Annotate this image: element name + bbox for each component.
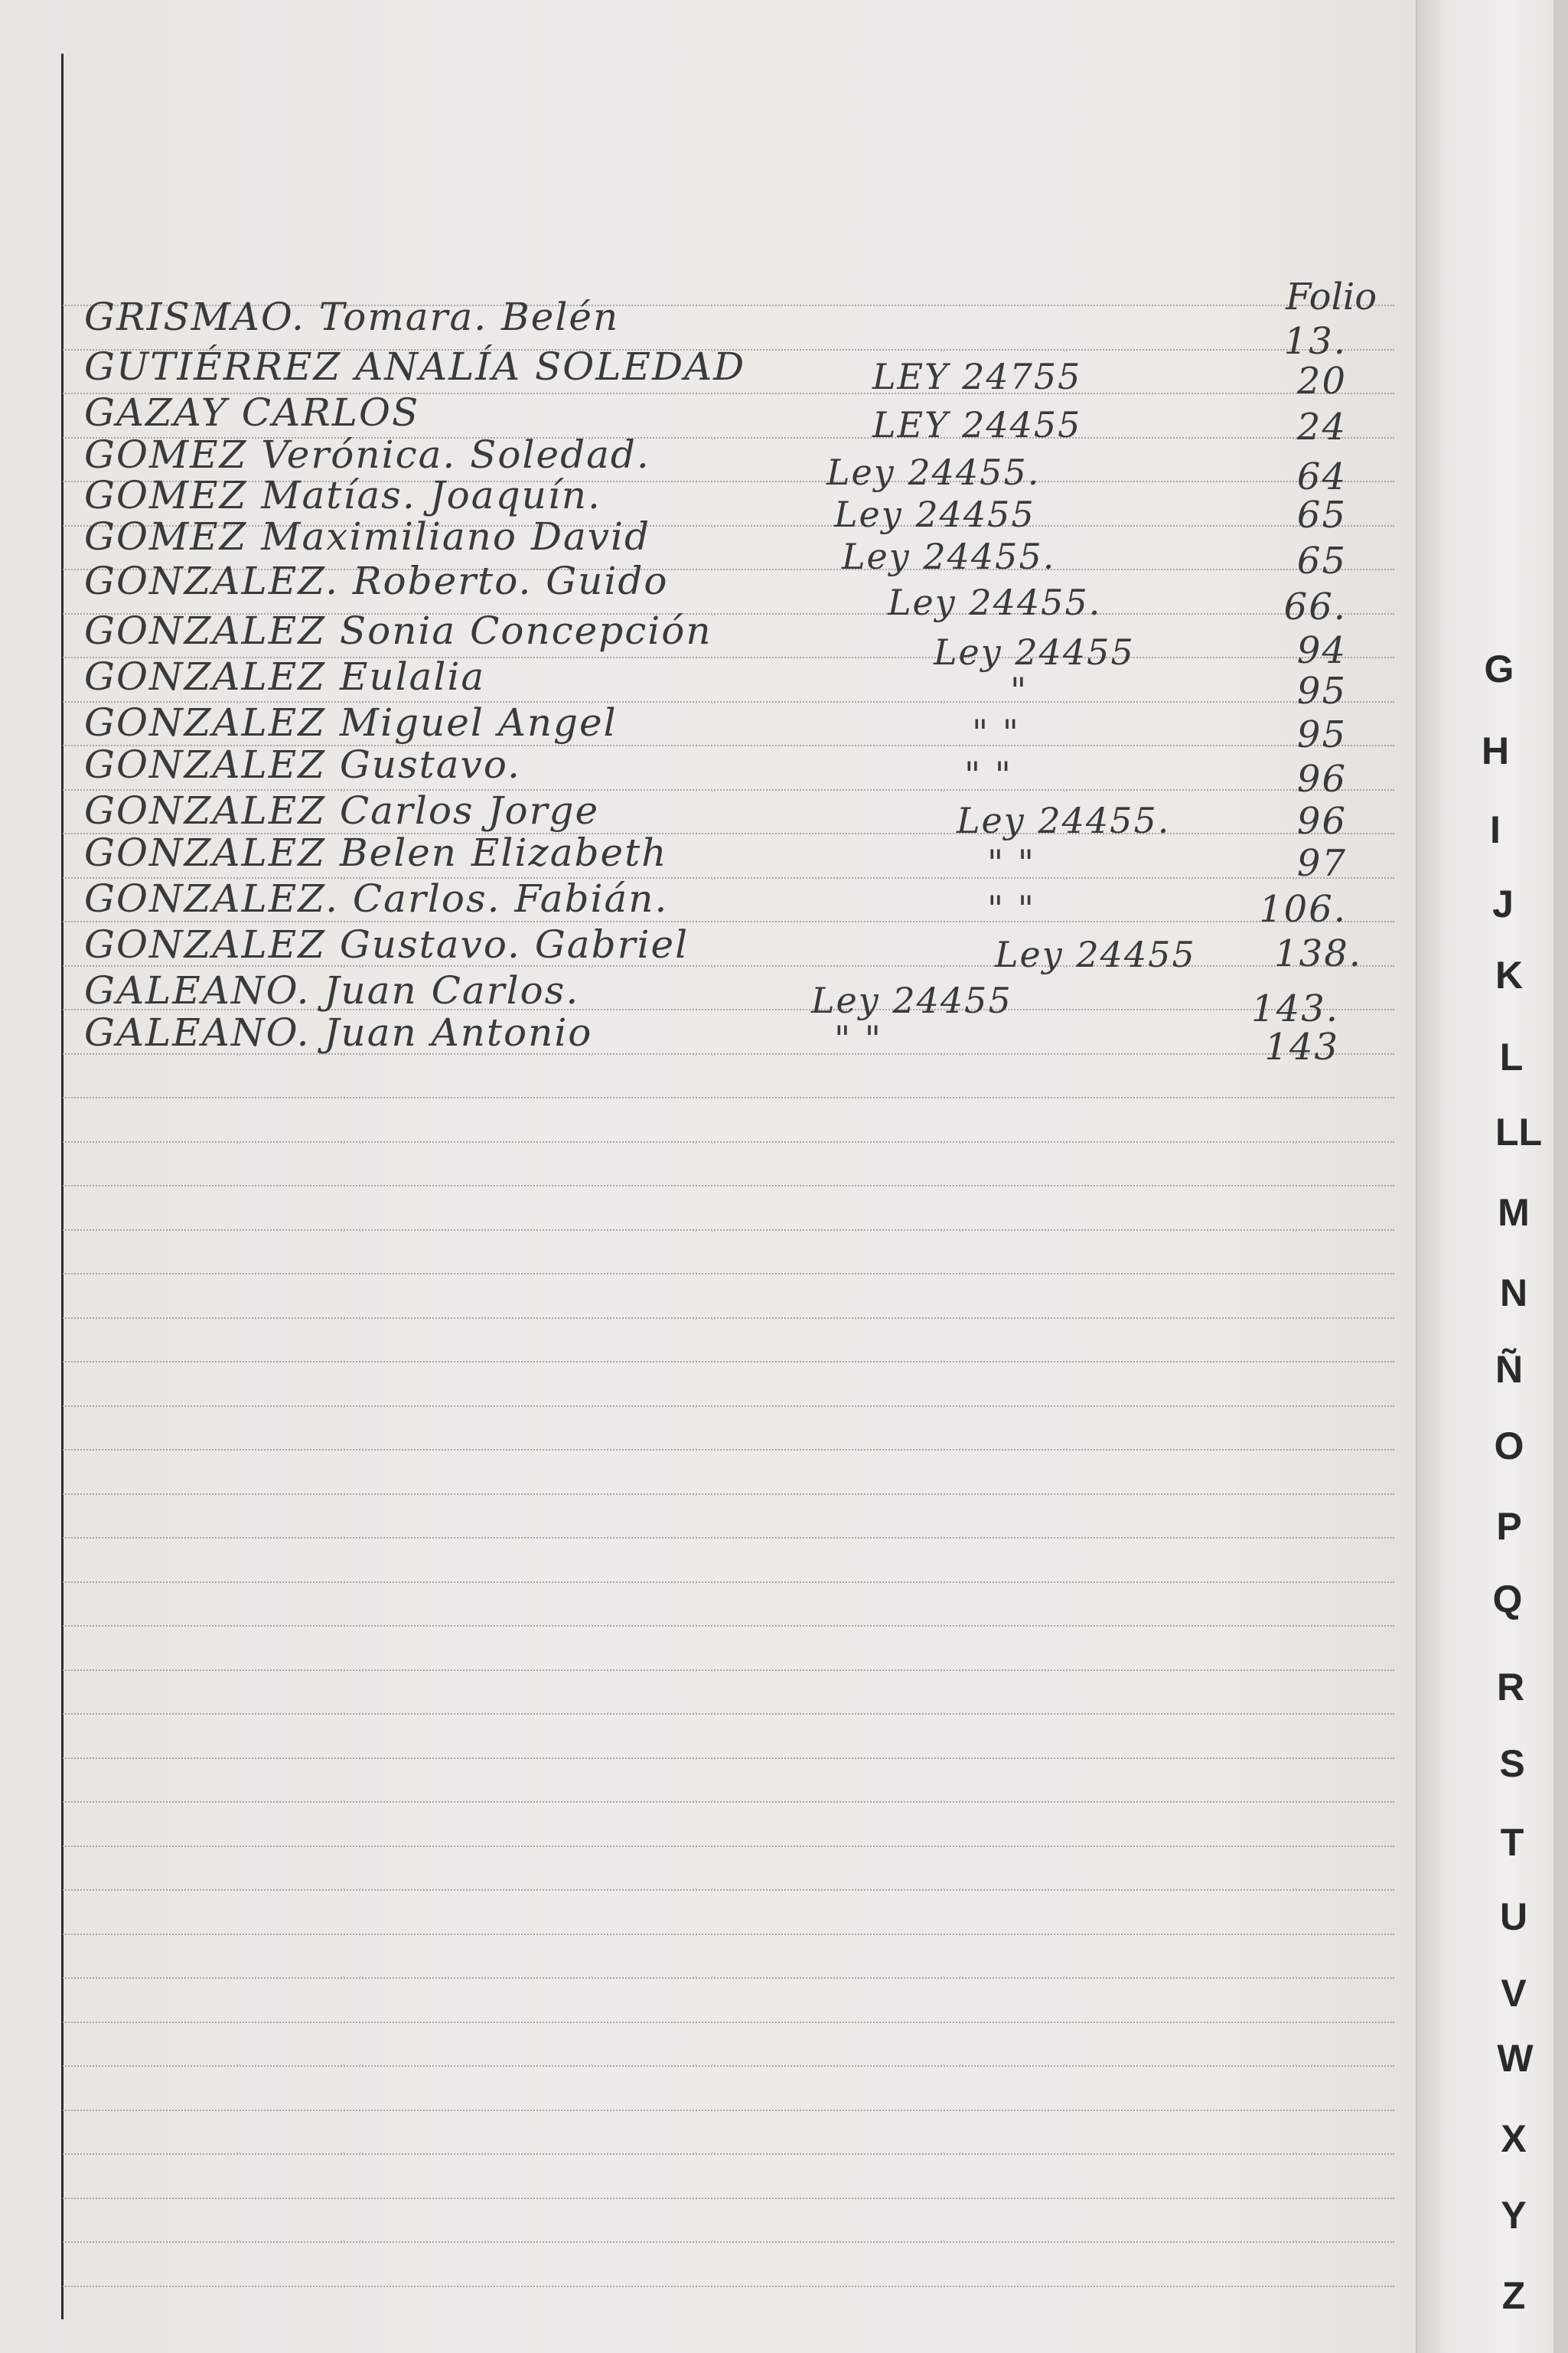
entry-law: Ley 24455. xyxy=(842,536,1056,577)
entry-law: Ley 24455. xyxy=(826,452,1041,493)
entry-folio: 64 xyxy=(1296,455,1347,498)
entry-name: GOMEZ Matías. Joaquín. xyxy=(84,473,601,517)
entry-folio: 95 xyxy=(1296,713,1347,756)
entry-folio: 20 xyxy=(1296,360,1347,403)
ruled-line xyxy=(63,1449,1394,1451)
ruled-line xyxy=(63,1229,1394,1231)
index-tab-enye[interactable]: Ñ xyxy=(1495,1348,1524,1391)
ruled-line xyxy=(63,2198,1394,2199)
ruled-line xyxy=(63,1669,1394,1671)
entry-law: " xyxy=(1010,670,1028,711)
entry-name: GAZAY CARLOS xyxy=(84,390,420,435)
entry-law: LEY 24455 xyxy=(872,404,1082,445)
index-tab-l[interactable]: L xyxy=(1499,1036,1524,1079)
entry-folio: 143. xyxy=(1251,987,1339,1030)
entry-name: GONZALEZ Eulalia xyxy=(84,654,486,699)
entry-law: LEY 24755 xyxy=(872,356,1082,397)
folio-column-header: Folio xyxy=(1286,276,1377,318)
alphabet-index-tabs xyxy=(1416,0,1568,2353)
ruled-line xyxy=(63,1361,1394,1363)
index-tab-s[interactable]: S xyxy=(1499,1742,1525,1785)
ruled-line xyxy=(63,1846,1394,1847)
index-tab-v[interactable]: V xyxy=(1501,1972,1527,2015)
ruled-line xyxy=(63,2241,1394,2243)
entry-folio: 96 xyxy=(1296,758,1347,801)
ruled-line xyxy=(63,1889,1394,1891)
entry-law: Ley 24455 xyxy=(834,494,1035,535)
entry-folio: 106. xyxy=(1259,888,1347,931)
index-tab-j[interactable]: J xyxy=(1492,883,1514,925)
ruled-line xyxy=(63,1757,1394,1759)
entry-law: Ley 24455. xyxy=(957,800,1171,841)
entry-folio: 97 xyxy=(1296,842,1347,885)
ruled-line xyxy=(63,2065,1394,2067)
ruled-line xyxy=(63,1141,1394,1143)
ruled-line xyxy=(63,2110,1394,2111)
entry-name: GALEANO. Juan Antonio xyxy=(84,1010,593,1055)
entry-law: Ley 24455 xyxy=(934,631,1135,673)
index-tab-n[interactable]: N xyxy=(1499,1271,1528,1314)
entry-law: Ley 24455. xyxy=(888,582,1102,623)
entry-name: GONZALEZ Gustavo. xyxy=(84,742,521,787)
index-tab-u[interactable]: U xyxy=(1499,1895,1528,1938)
ruled-line xyxy=(63,1625,1394,1627)
entry-folio: 94 xyxy=(1296,629,1347,672)
index-tab-m[interactable]: M xyxy=(1498,1191,1530,1234)
entry-folio: 65 xyxy=(1296,540,1347,583)
ruled-line xyxy=(63,1537,1394,1539)
index-tab-p[interactable]: P xyxy=(1496,1505,1522,1548)
entry-law: Ley 24455 xyxy=(995,934,1196,975)
ruled-line xyxy=(63,2286,1394,2287)
index-tab-o[interactable]: O xyxy=(1494,1425,1524,1467)
entry-name: GONZALEZ. Roberto. Guido xyxy=(84,559,669,603)
entry-law: " " xyxy=(987,888,1035,929)
ruled-line xyxy=(63,1273,1394,1274)
ruled-line xyxy=(63,1317,1394,1319)
ruled-line xyxy=(63,1185,1394,1186)
index-tab-y[interactable]: Y xyxy=(1501,2194,1527,2237)
ruled-line xyxy=(63,2153,1394,2155)
index-tab-i[interactable]: I xyxy=(1490,808,1501,851)
index-tab-ll[interactable]: LL xyxy=(1495,1111,1543,1154)
entry-name: GONZALEZ Miguel Angel xyxy=(84,700,618,745)
entry-name: GONZALEZ Carlos Jorge xyxy=(84,788,600,833)
entry-name: GOMEZ Verónica. Soledad. xyxy=(84,432,650,477)
index-tab-h[interactable]: H xyxy=(1481,729,1510,772)
entry-law: " " xyxy=(972,712,1020,753)
ruled-line xyxy=(63,1097,1394,1098)
entry-name: GONZALEZ Belen Elizabeth xyxy=(84,831,668,875)
entry-law: " " xyxy=(987,842,1035,883)
ruled-line xyxy=(63,1977,1394,1979)
index-tab-w[interactable]: W xyxy=(1497,2037,1534,2080)
ruled-line xyxy=(63,1493,1394,1495)
entry-name: GUTIÉRREZ ANALÍA SOLEDAD xyxy=(84,344,746,389)
ruled-line xyxy=(63,2022,1394,2023)
entry-law: " " xyxy=(964,754,1012,795)
entry-name: GRISMAO. Tomara. Belén xyxy=(84,295,620,339)
entry-folio: 138. xyxy=(1274,932,1362,975)
ruled-line xyxy=(63,1405,1394,1407)
index-tab-q[interactable]: Q xyxy=(1492,1578,1523,1620)
entry-folio: 24 xyxy=(1296,406,1347,449)
binder-edge xyxy=(1553,0,1568,2353)
entry-name: GONZALEZ Gustavo. Gabriel xyxy=(84,922,689,967)
index-tab-t[interactable]: T xyxy=(1500,1821,1524,1864)
index-tab-z[interactable]: Z xyxy=(1501,2274,1526,2317)
ruled-line xyxy=(63,1934,1394,1935)
entry-folio: 13. xyxy=(1283,320,1347,363)
entry-folio: 66. xyxy=(1283,586,1347,628)
index-tab-x[interactable]: X xyxy=(1501,2117,1527,2160)
ruled-line xyxy=(63,1801,1394,1803)
entry-law: " " xyxy=(834,1018,882,1059)
entry-name: GALEANO. Juan Carlos. xyxy=(84,968,580,1013)
ruled-line xyxy=(63,1581,1394,1583)
entry-folio: 96 xyxy=(1296,800,1347,843)
entry-name: GOMEZ Maximiliano David xyxy=(84,514,650,559)
index-tab-g[interactable]: G xyxy=(1484,648,1514,690)
entry-folio: 95 xyxy=(1296,670,1347,713)
entry-law: Ley 24455 xyxy=(811,980,1012,1021)
index-tab-r[interactable]: R xyxy=(1496,1666,1525,1708)
ruled-line xyxy=(63,1713,1394,1715)
entry-folio: 143 xyxy=(1264,1026,1339,1069)
entry-name: GONZALEZ. Carlos. Fabián. xyxy=(84,876,669,921)
entry-folio: 65 xyxy=(1296,494,1347,537)
entry-name: GONZALEZ Sonia Concepción xyxy=(84,609,712,653)
index-tab-k[interactable]: K xyxy=(1495,954,1524,997)
